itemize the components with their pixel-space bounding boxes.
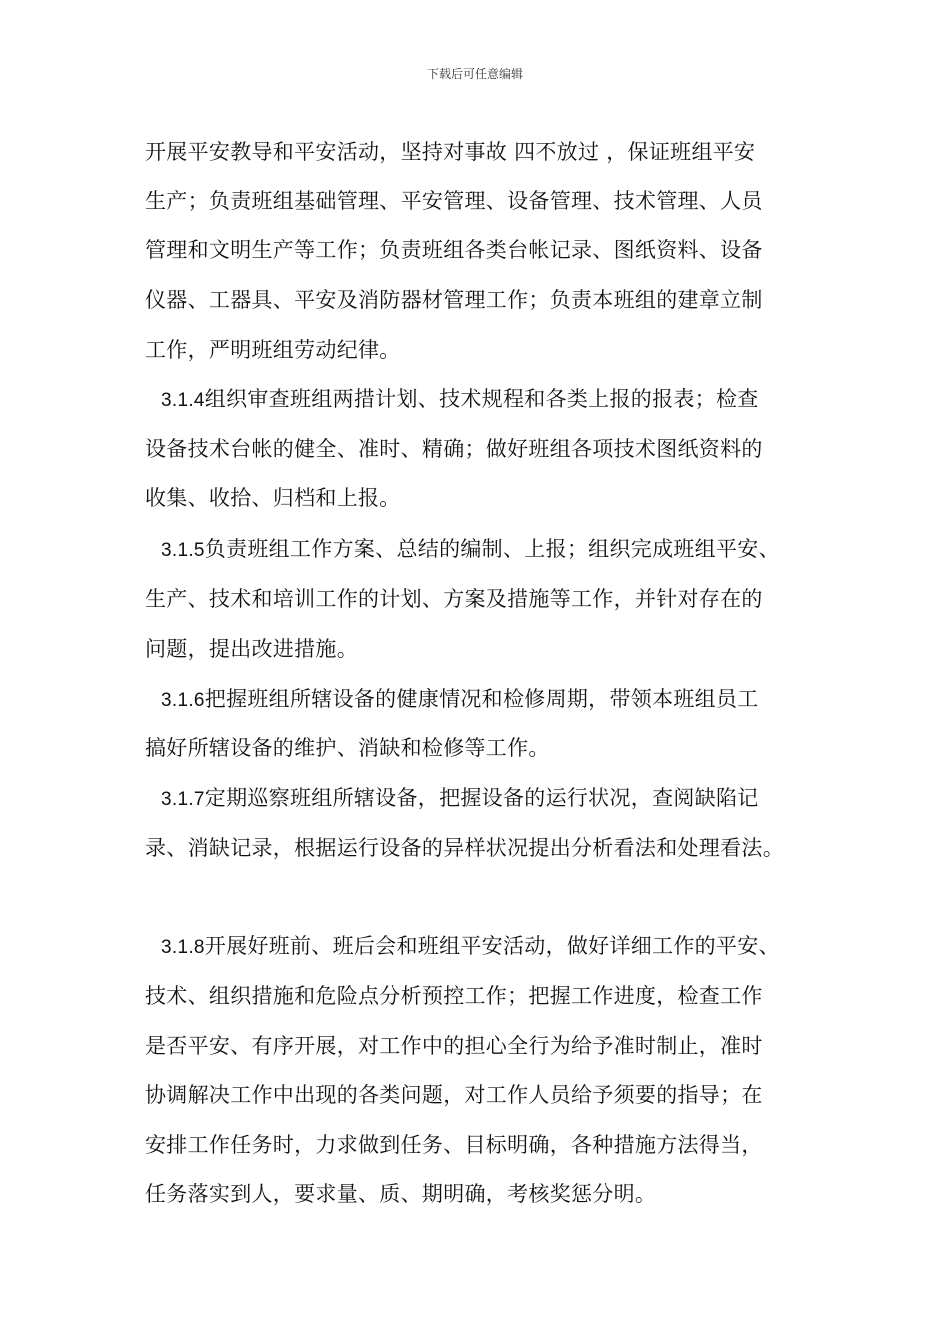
paragraph-first-line: [161, 534, 780, 566]
section-number: 3.1.6: [161, 690, 205, 711]
text-line: 技术、组织措施和危险点分析预控工作；把握工作进度，检查工作: [145, 984, 763, 1008]
text-line: 设备技术台帐的健全、准时、精确；做好班组各项技术图纸资料的: [145, 437, 763, 461]
text-line: 录、消缺记录，根据运行设备的异样状况提出分析看法和处理看法。: [145, 836, 784, 860]
text-line: 仪器、工器具、平安及消防器材管理工作；负责本班组的建章立制: [145, 288, 763, 312]
paragraph-first-line: [161, 783, 759, 815]
text-line: 开展平安教导和平安活动，坚持对事故 四不放过 ，保证班组平安: [145, 140, 756, 164]
text-line: 开展好班前、班后会和班组平安活动，做好详细工作的平安、: [204, 934, 780, 958]
text-line: 收集、收拾、归档和上报。: [145, 486, 401, 510]
text-line: 工作，严明班组劳动纪律。: [145, 338, 401, 362]
text-line: 是否平安、有序开展，对工作中的担心全行为给予准时制止，准时: [145, 1034, 763, 1058]
text-line: 搞好所辖设备的维护、消缺和检修等工作。: [145, 736, 550, 760]
text-line: 任务落实到人，要求量、质、期明确，考核奖惩分明。: [145, 1182, 657, 1206]
section-number: 3.1.4: [161, 390, 205, 411]
paragraph-first-line: [161, 384, 759, 416]
text-line: 负责班组工作方案、总结的编制、上报；组织完成班组平安、: [204, 537, 780, 561]
text-line: 生产；负责班组基础管理、平安管理、设备管理、技术管理、人员: [145, 189, 763, 213]
paragraph-first-line: [161, 684, 759, 716]
paragraph-first-line: [161, 931, 780, 963]
section-number: 3.1.8: [161, 937, 205, 958]
page-header: 下载后可任意编辑: [426, 67, 523, 81]
text-line: 管理和文明生产等工作；负责班组各类台帐记录、图纸资料、设备: [145, 238, 763, 262]
section-number: 3.1.5: [161, 540, 205, 561]
text-line: 协调解决工作中出现的各类问题，对工作人员给予须要的指导；在: [145, 1083, 763, 1107]
text-line: 把握班组所辖设备的健康情况和检修周期，带领本班组员工: [204, 687, 759, 711]
text-line: 安排工作任务时，力求做到任务、目标明确，各种措施方法得当，: [145, 1133, 763, 1157]
text-line: 组织审查班组两措计划、技术规程和各类上报的报表；检查: [204, 387, 759, 411]
text-line: 定期巡察班组所辖设备，把握设备的运行状况，查阅缺陷记: [204, 786, 759, 810]
text-line: 生产、技术和培训工作的计划、方案及措施等工作，并针对存在的: [145, 587, 763, 611]
section-number: 3.1.7: [161, 789, 205, 810]
text-line: 问题，提出改进措施。: [145, 637, 358, 661]
